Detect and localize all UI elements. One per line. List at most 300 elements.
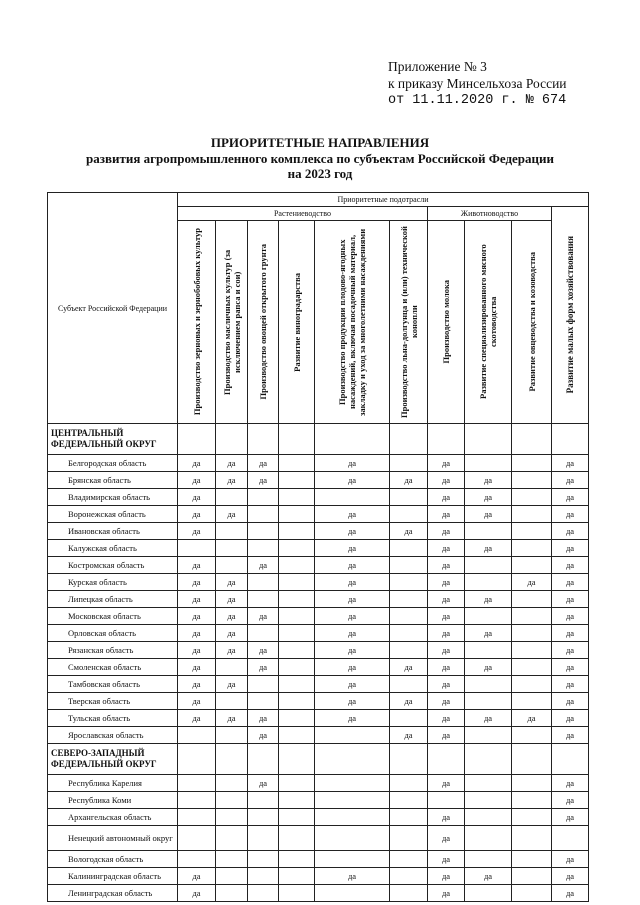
table-cell: да — [428, 868, 465, 885]
table-cell: да — [428, 608, 465, 625]
table-cell: да — [428, 659, 465, 676]
table-cell: да — [248, 659, 279, 676]
table-cell — [390, 851, 428, 868]
table-cell — [390, 424, 428, 455]
table-row — [48, 826, 589, 851]
table-cell: да — [315, 710, 390, 727]
table-cell — [248, 523, 279, 540]
table-cell — [390, 540, 428, 557]
table-cell: да — [315, 608, 390, 625]
table-cell — [248, 676, 279, 693]
table-cell — [279, 489, 315, 506]
region-name: Костромская область — [48, 557, 178, 574]
table-cell — [512, 557, 552, 574]
table-cell — [279, 523, 315, 540]
table-cell — [512, 792, 552, 809]
table-cell: да — [552, 642, 589, 659]
table-cell: да — [428, 851, 465, 868]
table-cell — [465, 455, 512, 472]
table-cell — [279, 851, 315, 868]
table-cell — [390, 710, 428, 727]
table-cell — [248, 744, 279, 775]
region-name: Смоленская область — [48, 659, 178, 676]
table-cell — [279, 809, 315, 826]
region-name: Рязанская область — [48, 642, 178, 659]
table-cell — [279, 727, 315, 744]
table-cell — [465, 727, 512, 744]
table-cell — [390, 625, 428, 642]
column-header: Производство льна-долгунца и (или) технической конопли — [390, 221, 428, 424]
table-cell — [216, 851, 248, 868]
title-line-1: ПРИОРИТЕТНЫЕ НАПРАВЛЕНИЯ — [210, 135, 430, 150]
priority-header: Приоритетные подотрасли — [178, 193, 589, 207]
table-cell: да — [216, 591, 248, 608]
district-name: ЦЕНТРАЛЬНЫЙ ФЕДЕРАЛЬНЫЙ ОКРУГ — [48, 424, 178, 455]
table-cell: да — [552, 523, 589, 540]
table-cell: да — [465, 540, 512, 557]
region-name: Белгородская область — [48, 455, 178, 472]
table-cell — [390, 574, 428, 591]
column-header: Развитие виноградарства — [279, 221, 315, 424]
column-header: Развитие специализированного мясного скотоводства — [465, 221, 512, 424]
table-cell: да — [216, 574, 248, 591]
table-cell: да — [465, 591, 512, 608]
table-row — [48, 574, 589, 591]
table-cell — [390, 744, 428, 775]
table-cell: да — [216, 642, 248, 659]
district-name: СЕВЕРО-ЗАПАДНЫЙ ФЕДЕРАЛЬНЫЙ ОКРУГ — [48, 744, 178, 775]
table-cell — [279, 693, 315, 710]
table-cell — [512, 591, 552, 608]
table-cell — [216, 885, 248, 902]
table-row — [48, 455, 589, 472]
table-cell — [465, 792, 512, 809]
table-cell — [465, 424, 512, 455]
table-cell: да — [428, 540, 465, 557]
region-name: Ярославская область — [48, 727, 178, 744]
table-cell — [512, 885, 552, 902]
district-row — [48, 744, 589, 775]
table-cell: да — [178, 472, 216, 489]
table-cell — [512, 625, 552, 642]
table-cell — [248, 792, 279, 809]
table-cell: да — [315, 591, 390, 608]
table-cell — [428, 792, 465, 809]
region-name: Ненецкий автономный округ — [48, 826, 178, 851]
table-cell: да — [315, 868, 390, 885]
table-cell: да — [428, 523, 465, 540]
table-cell — [279, 574, 315, 591]
region-name: Ленинградская область — [48, 885, 178, 902]
region-name: Московская область — [48, 608, 178, 625]
table-cell — [216, 693, 248, 710]
table-cell — [315, 744, 390, 775]
table-cell: да — [428, 826, 465, 851]
table-cell: да — [465, 659, 512, 676]
table-cell: да — [552, 506, 589, 523]
table-row — [48, 868, 589, 885]
table-cell: да — [428, 591, 465, 608]
table-body — [48, 424, 589, 902]
table-cell — [279, 744, 315, 775]
table-cell — [279, 710, 315, 727]
region-name: Курская область — [48, 574, 178, 591]
priority-table — [47, 192, 589, 902]
column-header: Производство зерновых и зернобобовых культур — [178, 221, 216, 424]
table-cell: да — [248, 710, 279, 727]
table-cell: да — [248, 472, 279, 489]
region-name: Республика Коми — [48, 792, 178, 809]
region-name: Воронежская область — [48, 506, 178, 523]
table-cell — [390, 591, 428, 608]
subject-header: Субъект Российской Федерации — [48, 193, 178, 424]
table-cell — [315, 792, 390, 809]
appendix-number: Приложение № 3 — [388, 59, 487, 74]
table-cell: да — [552, 540, 589, 557]
table-row — [48, 885, 589, 902]
table-row — [48, 710, 589, 727]
table-cell: да — [428, 625, 465, 642]
table-cell — [512, 489, 552, 506]
table-cell — [216, 523, 248, 540]
region-name: Брянская область — [48, 472, 178, 489]
table-cell: да — [178, 885, 216, 902]
table-row — [48, 642, 589, 659]
district-row — [48, 424, 589, 455]
table-cell: да — [178, 676, 216, 693]
table-cell: да — [512, 574, 552, 591]
table-cell — [248, 540, 279, 557]
table-row — [48, 608, 589, 625]
table-cell — [512, 868, 552, 885]
table-cell — [315, 424, 390, 455]
table-cell — [315, 826, 390, 851]
table-cell: да — [315, 625, 390, 642]
table-cell — [465, 676, 512, 693]
table-cell: да — [315, 472, 390, 489]
table-cell — [248, 885, 279, 902]
table-cell: да — [315, 506, 390, 523]
column-header: Производство продукции плодово-ягодных насаждений, включая посадочный материал, закладку и уход за многолетними насаждениями — [315, 221, 390, 424]
region-name: Владимирская область — [48, 489, 178, 506]
table-cell: да — [552, 625, 589, 642]
table-cell: да — [178, 523, 216, 540]
table-row — [48, 489, 589, 506]
table-cell: да — [216, 455, 248, 472]
table-cell — [178, 744, 216, 775]
table-cell: да — [315, 523, 390, 540]
table-cell: да — [390, 693, 428, 710]
table-cell: да — [552, 455, 589, 472]
table-cell — [552, 744, 589, 775]
table-row — [48, 659, 589, 676]
table-cell: да — [428, 472, 465, 489]
table-cell: да — [552, 489, 589, 506]
table-cell: да — [428, 642, 465, 659]
table-cell — [248, 809, 279, 826]
table-cell — [315, 489, 390, 506]
table-row — [48, 506, 589, 523]
table-cell: да — [552, 608, 589, 625]
table-cell: да — [315, 676, 390, 693]
table-cell: да — [216, 676, 248, 693]
table-cell — [390, 642, 428, 659]
table-cell — [465, 826, 512, 851]
table-cell — [512, 506, 552, 523]
table-cell: да — [390, 727, 428, 744]
table-row — [48, 625, 589, 642]
table-cell: да — [465, 506, 512, 523]
table-cell — [512, 693, 552, 710]
column-header: Развитие малых форм хозяйствования — [552, 207, 589, 424]
table-cell: да — [248, 557, 279, 574]
table-cell: да — [552, 557, 589, 574]
group-header-animals: Животноводство — [428, 207, 552, 221]
column-header: Производство молока — [428, 221, 465, 424]
table-cell: да — [216, 608, 248, 625]
table-cell — [279, 506, 315, 523]
table-cell — [248, 826, 279, 851]
table-cell — [390, 489, 428, 506]
table-cell — [279, 826, 315, 851]
table-cell: да — [428, 455, 465, 472]
table-cell: да — [552, 676, 589, 693]
table-cell: да — [552, 885, 589, 902]
table-cell — [465, 642, 512, 659]
table-cell: да — [552, 472, 589, 489]
table-row — [48, 523, 589, 540]
table-cell: да — [465, 489, 512, 506]
region-name: Тверская область — [48, 693, 178, 710]
region-name: Калининградская область — [48, 868, 178, 885]
table-cell: да — [552, 693, 589, 710]
table-cell: да — [315, 455, 390, 472]
table-cell — [512, 659, 552, 676]
table-cell — [279, 885, 315, 902]
table-cell — [390, 557, 428, 574]
region-name: Архангельская область — [48, 809, 178, 826]
table-cell — [216, 489, 248, 506]
table-row — [48, 540, 589, 557]
title-line-3: на 2023 год — [287, 166, 353, 181]
table-cell — [390, 809, 428, 826]
region-name: Тульская область — [48, 710, 178, 727]
table-cell — [512, 523, 552, 540]
table-cell — [178, 851, 216, 868]
table-cell — [465, 809, 512, 826]
table-cell — [390, 455, 428, 472]
table-cell — [248, 868, 279, 885]
table-cell: да — [465, 472, 512, 489]
table-cell — [512, 809, 552, 826]
table-cell — [279, 424, 315, 455]
table-cell — [178, 792, 216, 809]
table-cell — [216, 809, 248, 826]
region-name: Республика Карелия — [48, 775, 178, 792]
table-cell — [178, 775, 216, 792]
table-cell: да — [428, 506, 465, 523]
table-cell: да — [178, 455, 216, 472]
table-row — [48, 809, 589, 826]
table-cell — [315, 885, 390, 902]
table-cell — [178, 424, 216, 455]
table-row — [48, 676, 589, 693]
table-cell: да — [465, 868, 512, 885]
table-cell: да — [552, 792, 589, 809]
table-row — [48, 775, 589, 792]
table-cell — [428, 744, 465, 775]
table-cell: да — [178, 608, 216, 625]
table-cell — [512, 642, 552, 659]
table-cell — [465, 693, 512, 710]
table-cell — [178, 727, 216, 744]
table-cell — [279, 868, 315, 885]
table-cell — [279, 455, 315, 472]
table-cell: да — [178, 591, 216, 608]
table-cell — [216, 775, 248, 792]
table-cell: да — [552, 775, 589, 792]
table-cell: да — [248, 608, 279, 625]
table-cell: да — [428, 676, 465, 693]
table-cell: да — [390, 472, 428, 489]
table-cell — [279, 642, 315, 659]
table-cell: да — [428, 727, 465, 744]
table-row — [48, 727, 589, 744]
table-cell — [465, 885, 512, 902]
group-header-plants: Растениеводство — [178, 207, 428, 221]
table-cell: да — [552, 574, 589, 591]
table-cell — [390, 775, 428, 792]
table-cell: да — [315, 540, 390, 557]
table-cell — [512, 540, 552, 557]
table-cell — [465, 523, 512, 540]
table-cell: да — [428, 885, 465, 902]
table-cell: да — [428, 710, 465, 727]
appendix-date: от 11.11.2020 г. № 674 — [388, 93, 567, 108]
table-cell — [216, 540, 248, 557]
table-cell: да — [552, 809, 589, 826]
table-cell: да — [216, 710, 248, 727]
table-cell — [465, 744, 512, 775]
table-cell: да — [178, 574, 216, 591]
table-cell — [248, 591, 279, 608]
table-cell — [512, 775, 552, 792]
table-cell: да — [178, 659, 216, 676]
table-cell — [390, 676, 428, 693]
table-cell — [279, 608, 315, 625]
table-cell — [279, 659, 315, 676]
table-row — [48, 591, 589, 608]
table-cell: да — [390, 523, 428, 540]
region-name: Калужская область — [48, 540, 178, 557]
table-cell — [279, 591, 315, 608]
table-cell — [216, 868, 248, 885]
table-cell: да — [178, 693, 216, 710]
table-cell: да — [512, 710, 552, 727]
table-cell: да — [552, 727, 589, 744]
table-cell — [248, 489, 279, 506]
region-name: Вологодская область — [48, 851, 178, 868]
table-cell: да — [552, 868, 589, 885]
table-cell — [178, 540, 216, 557]
table-cell: да — [428, 557, 465, 574]
table-cell — [279, 557, 315, 574]
table-cell: да — [315, 574, 390, 591]
table-cell — [279, 676, 315, 693]
table-cell: да — [315, 557, 390, 574]
table-cell: да — [315, 642, 390, 659]
table-row — [48, 557, 589, 574]
table-cell — [248, 424, 279, 455]
appendix-order: к приказу Минсельхоза России — [388, 76, 567, 91]
table-cell — [279, 792, 315, 809]
table-cell — [178, 826, 216, 851]
table-cell: да — [248, 455, 279, 472]
table-cell — [248, 574, 279, 591]
table-cell — [390, 826, 428, 851]
table-cell — [428, 424, 465, 455]
table-cell — [279, 625, 315, 642]
table-cell — [248, 851, 279, 868]
table-cell: да — [552, 851, 589, 868]
table-cell — [216, 744, 248, 775]
table-cell — [465, 574, 512, 591]
table-cell: да — [178, 625, 216, 642]
column-header: Производство овощей открытого грунта — [248, 221, 279, 424]
table-cell: да — [178, 710, 216, 727]
table-cell — [465, 851, 512, 868]
table-cell — [390, 608, 428, 625]
table-cell — [465, 557, 512, 574]
table-cell — [216, 826, 248, 851]
table-cell — [315, 727, 390, 744]
region-name: Ивановская область — [48, 523, 178, 540]
table-cell — [512, 727, 552, 744]
table-cell: да — [178, 489, 216, 506]
table-row — [48, 693, 589, 710]
document-title — [0, 135, 640, 182]
table-cell: да — [428, 693, 465, 710]
table-cell — [216, 727, 248, 744]
table-row — [48, 851, 589, 868]
table-cell: да — [390, 659, 428, 676]
table-cell — [512, 455, 552, 472]
table-cell — [315, 851, 390, 868]
table-cell: да — [552, 659, 589, 676]
table-cell — [216, 557, 248, 574]
table-cell — [512, 851, 552, 868]
column-header: Развитие овцеводства и козоводства — [512, 221, 552, 424]
table-row — [48, 472, 589, 489]
table-cell: да — [465, 625, 512, 642]
table-cell — [315, 775, 390, 792]
table-cell — [512, 424, 552, 455]
table-cell — [315, 809, 390, 826]
table-cell: да — [428, 489, 465, 506]
table-cell — [465, 775, 512, 792]
table-cell: да — [428, 809, 465, 826]
table-cell — [279, 775, 315, 792]
table-cell — [390, 885, 428, 902]
table-cell — [390, 506, 428, 523]
table-cell: да — [552, 710, 589, 727]
table-cell: да — [178, 557, 216, 574]
title-line-2: развития агропромышленного комплекса по субъектам Российской Федерации — [85, 150, 555, 166]
table-cell: да — [315, 659, 390, 676]
table-cell — [512, 744, 552, 775]
table-cell — [512, 826, 552, 851]
region-name: Орловская область — [48, 625, 178, 642]
